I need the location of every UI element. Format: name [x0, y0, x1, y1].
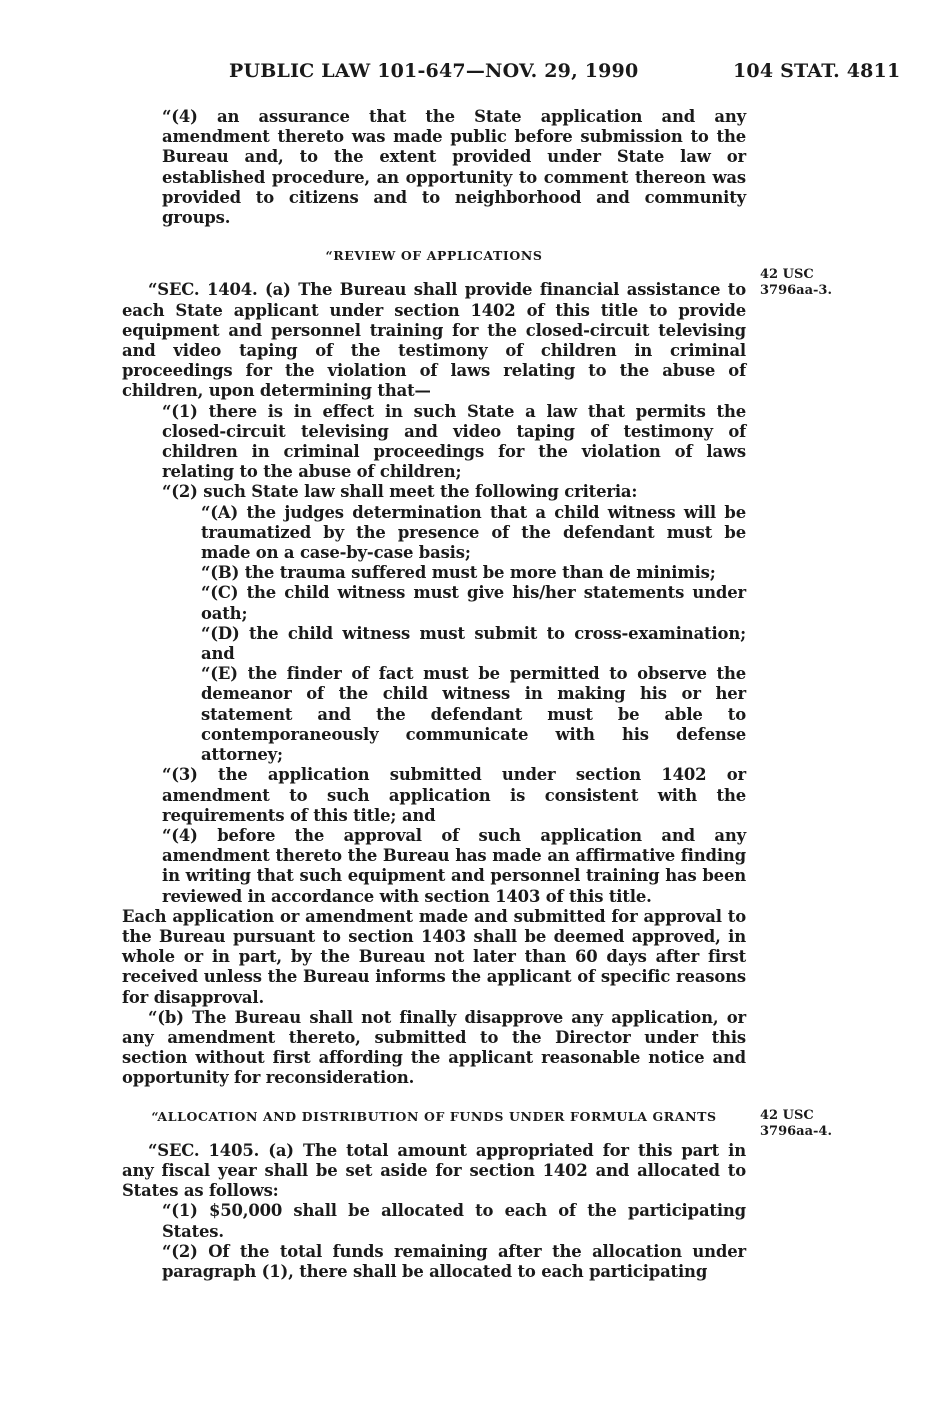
paragraph-4-assurance: “(4) an assurance that the State application and any amendment thereto was made public before submission to the Bureau and, to the extent provided under State law or established procedure, an opportunity to comment thereon was provided to citizens and to neighborhood and community groups. [162, 107, 746, 228]
allocation-clause-1: “(1) $50,000 shall be allocated to each of the participating States. [162, 1201, 746, 1241]
criterion-d: “(D) the child witness must submit to cross-examination; and [201, 623, 746, 664]
criterion-a: “(A) the judges determination that a child witness will be traumatized by the presence of the defendant must be made on a case-by-case basis; [201, 502, 746, 563]
clause-3: “(3) the application submitted under section 1402 or amendment to such application is consistent with the requirements of this title; and [162, 765, 746, 825]
statute-text [122, 107, 746, 1282]
approval-paragraph: Each application or amendment made and submitted for approval to the Bureau pursuant to section 1403 shall be deemed approved, in whole or in part, by the Bureau not later than 60 days after first received unless the Bureau informs the applicant of specific reasons for disapproval. [122, 906, 746, 1007]
margin-citation-sec1404: 42 USC 3796aa-3. [760, 267, 832, 298]
criterion-c: “(C) the child witness must give his/her statements under oath; [201, 583, 746, 623]
clause-2: “(2) such State law shall meet the following criteria: [162, 482, 638, 502]
clause-4: “(4) before the approval of such application and any amendment thereto the Bureau has made an affirmative finding in writing that such equipment and personnel training has been reviewed in accordance with section 1403 of this title. [162, 825, 746, 906]
allocation-clause-2: “(2) Of the total funds remaining after the allocation under paragraph (1), there shall be allocated to each participating [162, 1241, 746, 1281]
clause-1: “(1) there is in effect in such State a law that permits the closed-circuit televising and video taping of testimony of children in criminal proceedings for the violation of laws relating to the abuse of children; [162, 401, 746, 482]
section-1404-b: “(b) The Bureau shall not finally disapprove any application, or any amendment thereto, submitted to the Director under this section without first affording the applicant reasonable notice and opportunity for reconsideration. [122, 1007, 746, 1088]
running-header-title: PUBLIC LAW 101-647—NOV. 29, 1990 [229, 60, 639, 82]
running-header-stat: 104 STAT. 4811 [733, 60, 901, 82]
section-heading-review: “REVIEW OF APPLICATIONS [325, 248, 543, 264]
section-1404-a: “SEC. 1404. (a) The Bureau shall provide financial assistance to each State applicant under section 1402 of this title to provide equipment and personnel training for the closed-circuit televising and video taping of the testimony of children in criminal proceedings for the violation of laws relating to the abuse of children, upon determining that— [122, 280, 746, 401]
criterion-b: “(B) the trauma suffered must be more than de minimis; [201, 563, 716, 583]
margin-citation-sec1405: 42 USC 3796aa-4. [760, 1108, 832, 1139]
section-1405-a: “SEC. 1405. (a) The total amount appropriated for this part in any fiscal year shall be set aside for section 1402 and allocated to States as follows: [122, 1140, 746, 1201]
criterion-e: “(E) the finder of fact must be permitted to observe the demeanor of the child witness in making his or her statement and the defendant must be able to contemporaneously communicate with his defense attorney; [201, 664, 746, 765]
section-heading-allocation: “ALLOCATION AND DISTRIBUTION OF FUNDS UNDER FORMULA GRANTS [151, 1108, 717, 1124]
